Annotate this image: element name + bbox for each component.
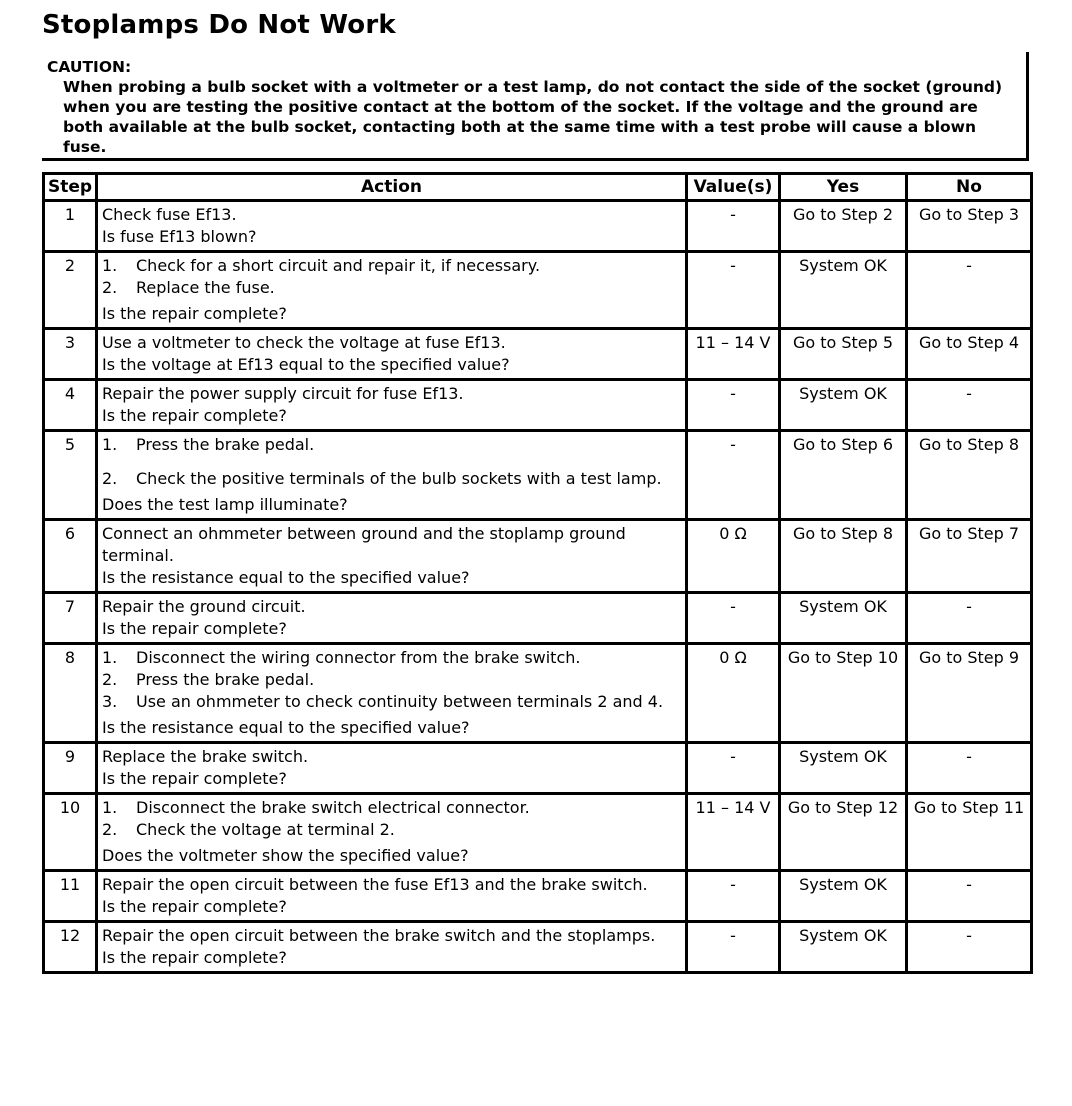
list-item-number: 2.: [102, 670, 118, 689]
step-number: 7: [44, 593, 97, 644]
list-item-number: 1.: [102, 798, 118, 817]
table-row: [44, 871, 1032, 922]
step-number: 1: [44, 201, 97, 252]
action-question: Is the repair complete?: [102, 619, 287, 638]
table-row: [44, 380, 1032, 431]
value-cell: 11 – 14 V: [687, 794, 780, 871]
yes-cell: System OK: [780, 743, 907, 794]
action-question: Is the repair complete?: [102, 304, 287, 323]
table-row: [44, 794, 1032, 871]
action-list-item: [102, 468, 681, 490]
value-cell: -: [687, 431, 780, 520]
action-cell: [97, 431, 687, 520]
list-item-number: 2.: [102, 820, 118, 839]
action-question: Is the repair complete?: [102, 948, 287, 967]
table-header-row: [44, 174, 1032, 201]
action-question: Is the voltage at Ef13 equal to the specified value?: [102, 355, 510, 374]
value-cell: -: [687, 922, 780, 973]
list-item-number: 3.: [102, 692, 118, 711]
list-item-text: Press the brake pedal.: [136, 670, 315, 689]
step-number: 12: [44, 922, 97, 973]
value-cell: -: [687, 380, 780, 431]
yes-cell: Go to Step 10: [780, 644, 907, 743]
step-number: 11: [44, 871, 97, 922]
step-number: 4: [44, 380, 97, 431]
value-cell: 0 Ω: [687, 644, 780, 743]
yes-cell: System OK: [780, 922, 907, 973]
step-number: 2: [44, 252, 97, 329]
action-question: Does the voltmeter show the specified value?: [102, 846, 469, 865]
table-row: [44, 922, 1032, 973]
header-action: Action: [97, 174, 687, 201]
caution-box: [42, 52, 1029, 161]
list-item-text: Replace the fuse.: [136, 278, 275, 297]
no-cell: -: [907, 922, 1032, 973]
no-cell: Go to Step 3: [907, 201, 1032, 252]
list-item-number: 1.: [102, 256, 118, 275]
action-cell: [97, 329, 687, 380]
table-row: [44, 201, 1032, 252]
action-cell: [97, 871, 687, 922]
no-cell: -: [907, 743, 1032, 794]
yes-cell: Go to Step 8: [780, 520, 907, 593]
table-row: [44, 520, 1032, 593]
page-title: Stoplamps Do Not Work: [42, 10, 396, 40]
action-question: Does the test lamp illuminate?: [102, 495, 348, 514]
action-list-item: [102, 434, 681, 456]
action-cell: [97, 520, 687, 593]
no-cell: -: [907, 252, 1032, 329]
action-list-item: [102, 647, 681, 669]
no-cell: Go to Step 7: [907, 520, 1032, 593]
yes-cell: System OK: [780, 380, 907, 431]
header-yes: Yes: [780, 174, 907, 201]
action-list-item: [102, 277, 681, 299]
action-cell: [97, 794, 687, 871]
no-cell: Go to Step 8: [907, 431, 1032, 520]
action-text: Use a voltmeter to check the voltage at fuse Ef13.: [102, 333, 506, 352]
yes-cell: System OK: [780, 252, 907, 329]
action-text: Connect an ohmmeter between ground and the stoplamp ground terminal.: [102, 524, 626, 565]
action-text: Repair the power supply circuit for fuse Ef13.: [102, 384, 464, 403]
value-cell: -: [687, 201, 780, 252]
action-question: Is fuse Ef13 blown?: [102, 227, 257, 246]
yes-cell: Go to Step 12: [780, 794, 907, 871]
list-item-text: Check the positive terminals of the bulb sockets with a test lamp.: [136, 469, 662, 488]
header-step: Step: [44, 174, 97, 201]
list-item-text: Disconnect the brake switch electrical connector.: [136, 798, 530, 817]
no-cell: Go to Step 4: [907, 329, 1032, 380]
action-question: Is the repair complete?: [102, 769, 287, 788]
action-list-item: [102, 669, 681, 691]
action-list-item: [102, 797, 681, 819]
table-row: [44, 593, 1032, 644]
step-number: 3: [44, 329, 97, 380]
value-cell: 0 Ω: [687, 520, 780, 593]
action-cell: [97, 380, 687, 431]
list-item-text: Check the voltage at terminal 2.: [136, 820, 395, 839]
step-number: 10: [44, 794, 97, 871]
value-cell: -: [687, 743, 780, 794]
table-row: [44, 431, 1032, 520]
action-list-item: [102, 691, 681, 713]
step-number: 8: [44, 644, 97, 743]
action-text: Repair the open circuit between the brake switch and the stoplamps.: [102, 926, 656, 945]
action-question: Is the repair complete?: [102, 897, 287, 916]
action-cell: [97, 644, 687, 743]
action-cell: [97, 743, 687, 794]
list-item-number: 1.: [102, 648, 118, 667]
no-cell: -: [907, 380, 1032, 431]
action-text: Repair the ground circuit.: [102, 597, 306, 616]
action-list-item: [102, 819, 681, 841]
yes-cell: System OK: [780, 871, 907, 922]
table-row: [44, 329, 1032, 380]
list-item-text: Disconnect the wiring connector from the brake switch.: [136, 648, 581, 667]
value-cell: -: [687, 871, 780, 922]
action-text: Repair the open circuit between the fuse Ef13 and the brake switch.: [102, 875, 648, 894]
action-cell: [97, 593, 687, 644]
list-item-text: Press the brake pedal.: [136, 435, 315, 454]
step-number: 6: [44, 520, 97, 593]
yes-cell: Go to Step 2: [780, 201, 907, 252]
caution-text: When probing a bulb socket with a voltmeter or a test lamp, do not contact the side of the socket (ground) when you are testing the positive contact at the bottom of the socket. If the voltage and the ground are both available at the bulb socket, contacting both at the same time with a test probe will cause a blown fuse.: [63, 78, 1003, 156]
value-cell: -: [687, 252, 780, 329]
action-list-item: [102, 255, 681, 277]
action-question: Is the repair complete?: [102, 406, 287, 425]
list-item-number: 2.: [102, 278, 118, 297]
no-cell: -: [907, 593, 1032, 644]
no-cell: -: [907, 871, 1032, 922]
action-question: Is the resistance equal to the specified value?: [102, 718, 470, 737]
list-item-number: 2.: [102, 469, 118, 488]
yes-cell: Go to Step 6: [780, 431, 907, 520]
table-row: [44, 644, 1032, 743]
caution-label: CAUTION:: [47, 58, 132, 76]
header-value: Value(s): [687, 174, 780, 201]
table-row: [44, 252, 1032, 329]
table-row: [44, 743, 1032, 794]
action-cell: [97, 252, 687, 329]
list-item-text: Check for a short circuit and repair it, if necessary.: [136, 256, 541, 275]
value-cell: -: [687, 593, 780, 644]
action-cell: [97, 922, 687, 973]
step-number: 9: [44, 743, 97, 794]
list-item-text: Use an ohmmeter to check continuity between terminals 2 and 4.: [136, 692, 664, 711]
diagnostic-table: [42, 172, 1033, 974]
list-item-number: 1.: [102, 435, 118, 454]
header-no: No: [907, 174, 1032, 201]
yes-cell: Go to Step 5: [780, 329, 907, 380]
no-cell: Go to Step 9: [907, 644, 1032, 743]
action-cell: [97, 201, 687, 252]
value-cell: 11 – 14 V: [687, 329, 780, 380]
yes-cell: System OK: [780, 593, 907, 644]
step-number: 5: [44, 431, 97, 520]
action-text: Check fuse Ef13.: [102, 205, 237, 224]
action-text: Replace the brake switch.: [102, 747, 309, 766]
action-question: Is the resistance equal to the specified value?: [102, 568, 470, 587]
no-cell: Go to Step 11: [907, 794, 1032, 871]
